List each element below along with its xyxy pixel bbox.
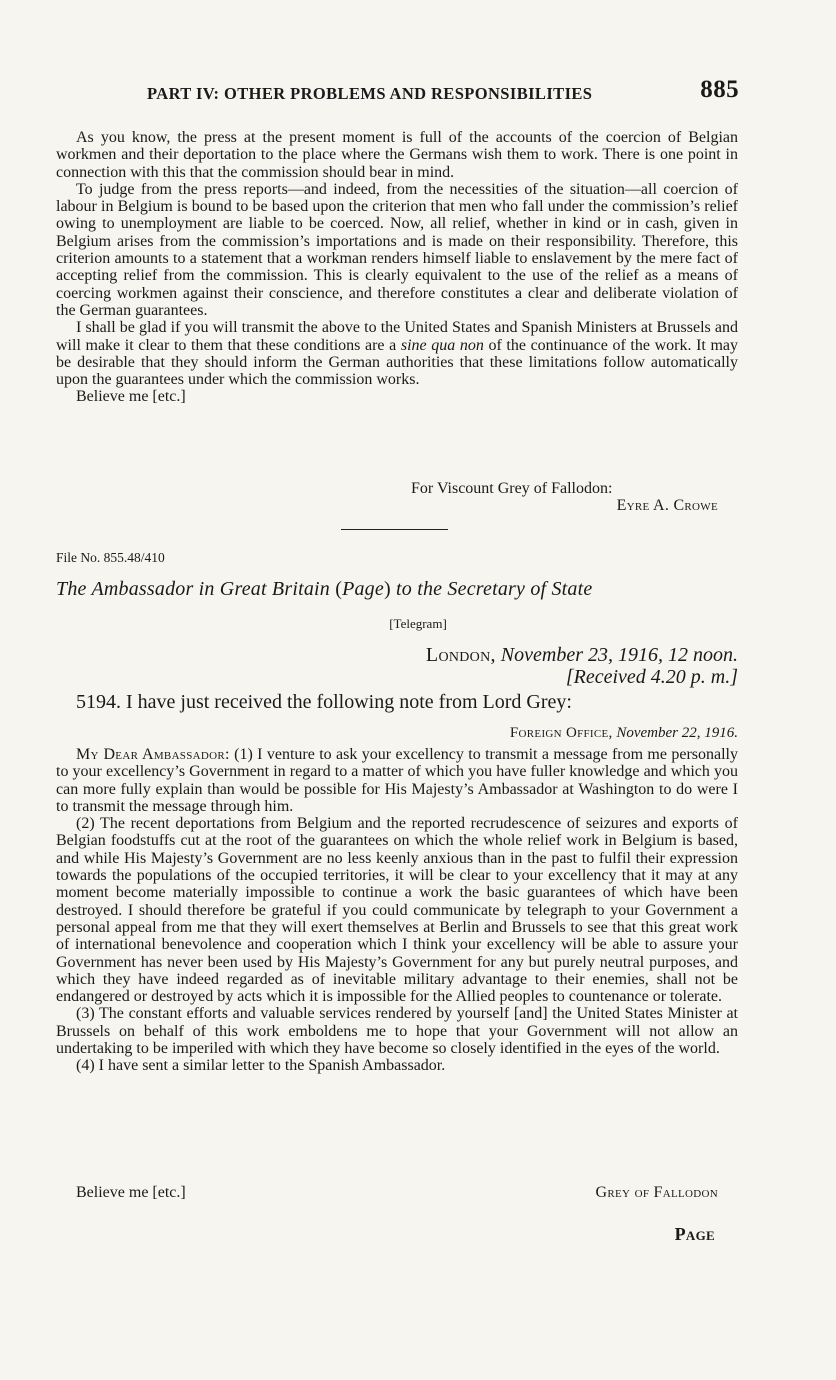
crowe-closing: Believe me [etc.]: [76, 388, 186, 406]
running-title: PART IV: OTHER PROBLEMS AND RESPONSIBILITIES: [147, 84, 593, 103]
grey-paragraph-1: [56, 746, 738, 815]
received-time: [Received 4.20 p. m.]: [565, 666, 738, 688]
section-divider: [341, 529, 448, 530]
grey-paragraph-4: (4) I have sent a similar letter to the Spanish Ambassador.: [76, 1057, 446, 1075]
crowe-letter-body: [56, 129, 738, 406]
foreign-office-line: [510, 725, 738, 742]
foreign-office: Foreign Office,: [509, 725, 613, 741]
crowe-paragraph-1: As you know, the press at the present moment is full of the accounts of the coercion of Belgian workmen and their deportation to the place where the Germans wish them to work. There is one point in connection with this that the commission should bear in mind.: [56, 129, 738, 181]
crowe-signature-name: Eyre A. Crowe: [616, 497, 718, 514]
telegram-dateline: [426, 644, 738, 667]
title-part-1: The Ambassador in Great Britain: [56, 578, 330, 600]
continuation-word: Page: [674, 1224, 715, 1244]
crowe-p3-latin: sine qua non: [400, 336, 484, 354]
title-name: Page: [342, 578, 384, 600]
crowe-signature-for: For Viscount Grey of Fallodon:: [411, 480, 613, 497]
foreign-office-date: November 22, 1916.: [612, 725, 738, 741]
title-paren-open: (: [330, 578, 343, 600]
title-paren-close: ): [383, 578, 391, 600]
page-number: 885: [700, 76, 739, 103]
grey-signature: Grey of Fallodon: [595, 1184, 718, 1201]
grey-closing: Believe me [etc.]: [76, 1184, 186, 1201]
crowe-paragraph-3: [56, 319, 738, 388]
grey-p1-text: (1) I venture to ask your excellency to transmit a message from me personally to your excellency’s Government in regard to a matter of which you have fuller knowledge and which you can more fully explain than would be possible for His Majesty’s Ambassador at Washington to do were I to transmit the message through him.: [56, 746, 738, 815]
telegram-lead: 5194. I have just received the following note from Lord Grey:: [76, 691, 572, 713]
document-title: [56, 578, 738, 601]
grey-paragraph-3: (3) The constant efforts and valuable services rendered by yourself [and] the United States Minister at Brussels on behalf of this work emboldens me to hope that your Government will not allow an undertaking to be imperiled with which they have become so closely identified in the eyes of the world.: [56, 1005, 738, 1058]
grey-paragraph-2: (2) The recent deportations from Belgium and the reported recrudescence of seizures and exports of Belgian foodstuffs cut at the root of the guarantees on which the whole relief work in Belgium is based, and while His Majesty’s Government are no less keenly anxious than in the past to fulfil their expression towards the populations of the occupied territories, it will be clear to your excellency that it may at any moment become materially impossible to continue a work the basic guarantees of which have been destroyed. I should therefore be grateful if you could communicate by telegraph to your Government a personal appeal from me that they will exert themselves at Berlin and Brussels to see that this great work of international benevolence and cooperation which I think your excellency will be able to assure your Government has never been used by His Majesty’s Government for any but purely neutral purposes, and which they have indeed regarded as of inevitable military advantage to their enemies, shall not be endangered or destroyed by acts which it is impossible for the Allied peoples to countenance or tolerate.: [56, 815, 738, 1006]
salutation: My Dear Ambassador:: [76, 746, 230, 763]
crowe-paragraph-2: To judge from the press reports—and indeed, from the necessities of the situation—all coercion of labour in Belgium is bound to be based upon the criterion that men who fall under the commission’s relief owing to unemployment are liable to be coerced. Now, all relief, whether in kind or in cash, given in Belgium arises from the commission’s importations and is made on their responsibility. Therefore, this criterion amounts to a statement that a workman renders himself liable to enslavement by the mere fact of accepting relief from the commission. This is clearly equivalent to the use of the relief as a means of coercing workmen against their conscience, and therefore constitutes a clear and deliberate violation of the German guarantees.: [56, 180, 738, 319]
crowe-p3-text-a: I shall be glad if you will transmit the above to the United States and Spanish Ministers at Brussels and will make it clear to them that these conditions are a: [56, 319, 738, 354]
telegram-label: [Telegram]: [389, 616, 447, 631]
title-part-2: to the Secretary of State: [390, 578, 593, 600]
grey-note-body: [56, 746, 738, 1075]
file-number: File No. 855.48/410: [56, 550, 165, 565]
crowe-p3-text-b: of the continuance of the work. It may be desirable that they should inform the German authorities that these limitations follow automatically upon the guarantees under which the commission works.: [56, 336, 739, 389]
telegram-place: London,: [425, 644, 496, 666]
telegram-date: November 23, 1916, 12 noon.: [495, 644, 738, 666]
